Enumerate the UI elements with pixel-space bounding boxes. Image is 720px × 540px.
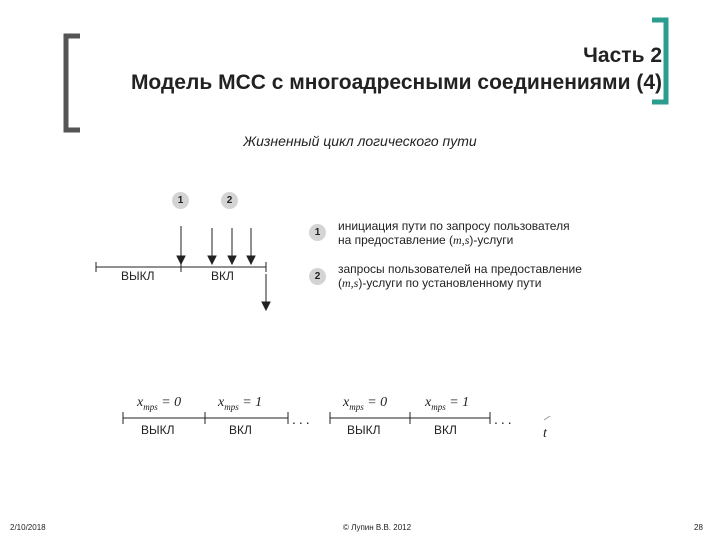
- legend-1-line1: инициация пути по запросу пользователя: [338, 219, 570, 233]
- event-badge-1: 1: [172, 192, 189, 209]
- legend-badge-2: 2: [309, 268, 326, 285]
- state-on-label: ВКЛ: [211, 269, 234, 283]
- timeline-on-1: ВКЛ: [229, 423, 252, 437]
- timeline-on-2: ВКЛ: [434, 423, 457, 437]
- legend-item-1: [338, 219, 570, 247]
- legend-2-line2: (m,s)-услуги по установленному пути: [338, 276, 542, 290]
- legend-2-line1: запросы пользователей на предоставление: [338, 262, 582, 276]
- state-off-label: ВЫКЛ: [121, 269, 155, 283]
- part-label: Часть 2: [583, 44, 662, 67]
- footer-copyright: © Лупин В.В. 2012: [343, 523, 412, 532]
- slide-title: Модель МСС с многоадресными соединениями (4): [130, 71, 662, 94]
- legend-1-line2: на предоставление (m,s)-услуги: [338, 233, 514, 247]
- state-eq-off-2: $x_{mps} = 0$: [343, 395, 388, 412]
- left-bracket: [66, 36, 80, 130]
- timeline-ellipsis-1: ...: [292, 411, 313, 427]
- timeline-off-1: ВЫКЛ: [141, 423, 175, 437]
- time-axis-label: t: [543, 426, 547, 441]
- footer-date: 2/10/2018: [10, 523, 46, 532]
- footer-page-number: 28: [694, 523, 703, 532]
- request-arrows: [177, 226, 270, 310]
- legend-item-2: [338, 262, 582, 290]
- state-eq-off-1: $x_{mps} = 0$: [137, 395, 182, 412]
- legend-badge-1: 1: [309, 224, 326, 241]
- timeline-off-2: ВЫКЛ: [347, 423, 381, 437]
- state-eq-on-1: $x_{mps} = 1$: [218, 395, 263, 412]
- event-badge-2: 2: [221, 192, 238, 209]
- axis-tick-mark: [544, 416, 550, 420]
- timeline-ellipsis-2: ...: [494, 411, 515, 427]
- state-eq-on-2: $x_{mps} = 1$: [425, 395, 470, 412]
- diagram-subtitle: Жизненный цикл логического пути: [243, 133, 477, 149]
